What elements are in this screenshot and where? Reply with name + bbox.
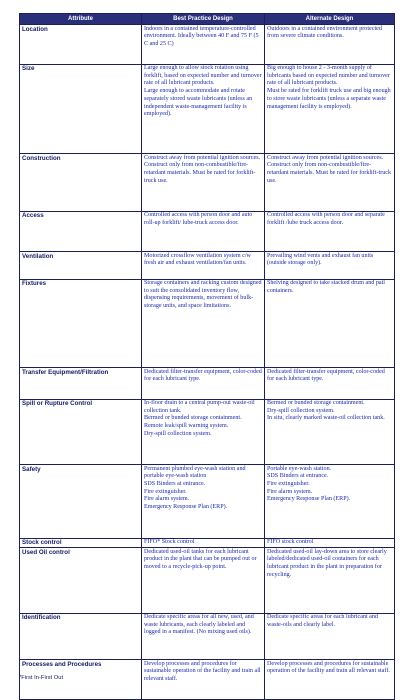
best-practice-cell [142,252,265,280]
table-row [20,660,395,700]
attribute-cell: Ventilation [20,252,142,280]
cell-text: Fire alarm system. [267,488,313,495]
cell-text: Must be rated for forklift truck use and big enough to store waste lubricants (unless a separate waste management facility is employed). [267,88,391,110]
cell-text: Develop processes and procedures for sustainable operation of the facility and train all relevant staff. [267,660,390,675]
alternate-cell [265,465,395,539]
alternate-cell [265,211,395,252]
best-practice-cell [142,399,265,465]
cell-text: Construct away from potential ignition sources. Construct only from non-combustible/fire-retardant materials. Must be rated for forklift-truck use. [144,154,261,184]
best-practice-cell [142,25,265,65]
attribute-cell: Transfer Equipment/Filtration [20,368,142,400]
cell-text: In-floor drain to a central pump-out waste-oil collection tank. [144,400,255,414]
alternate-cell [265,279,395,368]
cell-text: Remote leak/spill warning system. [144,423,229,430]
cell-text: Dedicated filter-transfer equipment, color-coded for each lubricant type. [144,368,262,383]
attribute-table [19,13,395,700]
best-practice-cell [142,465,265,539]
attribute-cell: Fixtures [20,279,142,368]
cell-text: Controlled access with person door and separate forklift /lube truck access door. [267,212,385,226]
cell-text: Prevailing wind vents and exhaust fan units (outside storage only). [267,252,374,267]
cell-text: Big enough to house 2 - 3-month supply of lubricants based on expected number and turnover rate of all lubricant products. [267,65,390,87]
cell-text: Emergency Response Plan (ERP). [144,504,228,511]
cell-text: Permanent plumbed eye-wash station and portable eye-wash station [144,465,246,480]
cell-text: SDS Binders at entrance. [267,473,329,480]
cell-text: Dedicated filter-transfer equipment, color-coded for each lubricant type. [267,368,385,383]
best-practice-cell [142,613,265,660]
alternate-cell [265,660,395,700]
table-row [20,154,395,212]
cell-text: Outdoors in a contained environment protected from severe climate conditions. [267,25,382,40]
table-row [20,548,395,614]
best-practice-cell [142,368,265,400]
best-practice-cell [142,538,265,548]
alternate-cell [265,154,395,212]
attribute-cell: Processes and Procedures [20,660,142,700]
attribute-cell: Location [20,25,142,65]
cell-text: FIFO* Stock control [144,539,195,545]
attribute-cell: Stock control [20,538,142,548]
cell-text: Emergency Response Plan (ERP). [267,496,351,503]
cell-text: Portable eye-wash station. [267,465,332,472]
table-row [20,64,395,154]
header-row [20,14,395,25]
table-row [20,252,395,280]
lubricant-storage-comparison [19,13,394,700]
cell-text: Indoors in a contained temperature-controlled environment. Ideally between 40 F and 75 F (5 C and 25 C) [144,25,259,47]
attribute-cell: Spill or Rupture Control [20,399,142,465]
attribute-cell: Used Oil control [20,548,142,614]
best-practice-cell [142,64,265,154]
cell-text: Large enough to accommodate and rotate separately stored waste lubricants (unless an independent waste-management facility is employed). [144,88,253,118]
header-attribute: Attribute [20,14,142,25]
alternate-cell [265,399,395,465]
best-practice-cell [142,211,265,252]
table-row [20,368,395,400]
cell-text: Controlled access with person door and auto roll-up forklift/ lube-truck access door. [144,212,253,226]
attribute-cell: Safety [20,465,142,539]
table-row [20,613,395,660]
attribute-cell: Size [20,64,142,154]
footnote: *First In-First Out [19,675,64,681]
cell-text: Shelving designed to take stacked drum and pail containers. [267,280,385,294]
cell-text: Bermed or bunded storage containment. [144,415,242,422]
cell-text: Develop processes and procedures for sustainable operation of the facility and train all relevant staff. [144,660,261,682]
cell-text: Dedicated used-oil lay-down area to store clearly labeled/dedicated used-oil containers for each lubricant product in the plant in preparation for recycling. [267,548,387,578]
alternate-cell [265,25,395,65]
attribute-cell: Access [20,211,142,252]
cell-text: Construct away from potential ignition sources. Construct only from non-combustible/fire-retardant materials. Must be rated for forklift-truck use. [267,154,392,184]
cell-text: Dedicate specific areas for all new, used, and waste lubricants, each clearly labeled and logged in a manifest. (No mixing used oils). [144,614,254,636]
alternate-cell [265,252,395,280]
table-row [20,211,395,252]
cell-text: Fire extinguisher. [144,488,187,495]
table-row [20,25,395,65]
best-practice-cell [142,279,265,368]
table-row [20,279,395,368]
table-row [20,538,395,548]
cell-text: Fire alarm system. [144,496,190,503]
cell-text: Dedicate specific areas for each lubricant and waste-oils and clearly label. [267,614,378,628]
cell-text: SDS Binders at entrance. [144,480,206,487]
alternate-cell [265,548,395,614]
alternate-cell [265,538,395,548]
alternate-cell [265,64,395,154]
cell-text: Motorized crossflow ventilation system c/w fresh air and exhaust ventilation/fan units. [144,252,251,267]
alternate-cell [265,613,395,660]
table-row [20,465,395,539]
best-practice-cell [142,548,265,614]
header-best-practice: Best Practice Design [142,14,265,25]
attribute-cell: Construction [20,154,142,212]
attribute-cell: Identification [20,613,142,660]
cell-text: Storage containers and racking custom designed to suit the consolidated inventory flow, dispensing requirements, movement of bulk-storage units, and space limitations. [144,280,262,310]
alternate-cell [265,368,395,400]
cell-text: In situ, clearly marked waste-oil collection tank. [267,415,385,422]
cell-text: Bermed or bunded storage containment. [267,400,365,406]
cell-text: Dedicated used-oil tanks for each lubricant product in the plant that can be pumped out or moved to a recycle-pick-up point. [144,548,257,570]
cell-text: Dry-spill collection system. [267,407,335,414]
cell-text: Fire extinguisher. [267,480,310,487]
table-row [20,399,395,465]
cell-text: Large enough to allow stock rotation using forklift, based on expected number and turnover rate of all lubricant products. [144,65,262,87]
best-practice-cell [142,660,265,700]
header-alternate: Alternate Design [265,14,395,25]
best-practice-cell [142,154,265,212]
cell-text: FIFO stock control [267,539,314,545]
cell-text: Dry-spill collection system. [144,430,212,437]
